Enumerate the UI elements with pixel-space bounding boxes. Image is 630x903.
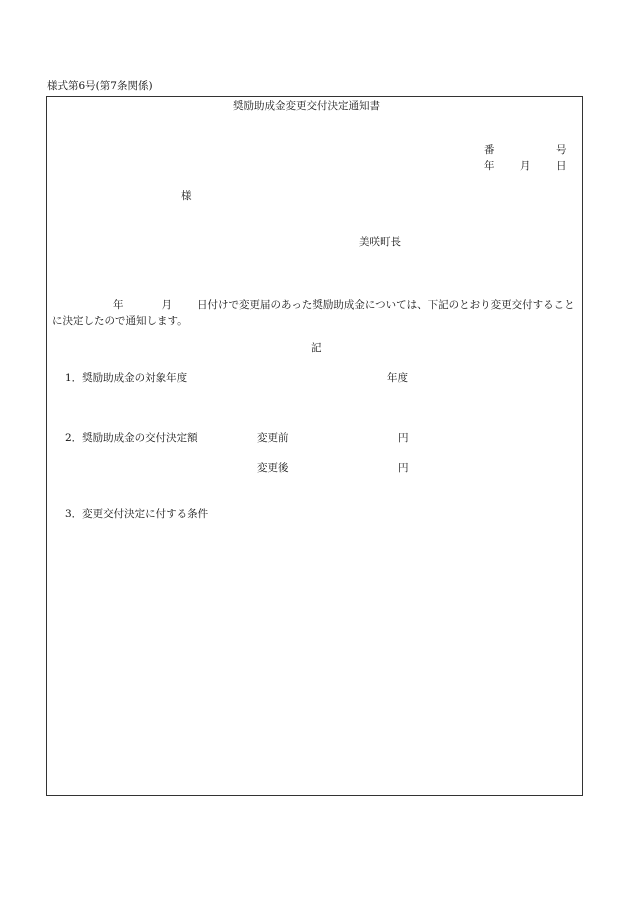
date-year-label: 年 [484, 160, 495, 172]
body-text: 日付けで変更届のあった奨励助成金については、下記のとおり変更交付することに決定したので通知します。 [52, 299, 575, 327]
item2-label: 2．奨励助成金の交付決定額 [65, 432, 198, 444]
date-month-label: 月 [520, 160, 531, 172]
recipient-honorific: 様 [181, 190, 192, 202]
number-label: 番 [484, 144, 495, 156]
item1-label: 1．奨励助成金の対象年度 [65, 372, 188, 384]
item1-year-unit: 年度 [387, 372, 408, 384]
before-change-label: 変更前 [257, 432, 289, 444]
notice-body-text [52, 297, 580, 329]
after-change-yen-unit: 円 [398, 462, 409, 474]
ki-heading: 記 [311, 342, 322, 354]
issuer-name: 美咲町長 [359, 236, 401, 248]
after-change-label: 変更後 [257, 462, 289, 474]
date-day-label: 日 [556, 160, 567, 172]
item3-label: 3．変更交付決定に付する条件 [65, 508, 209, 520]
body-month-label: 月 [161, 299, 172, 311]
form-number-label: 様式第6号(第7条関係) [47, 80, 153, 92]
number-suffix: 号 [556, 144, 567, 156]
document-title: 奨励助成金変更交付決定通知書 [233, 100, 380, 112]
before-change-yen-unit: 円 [398, 432, 409, 444]
notice-frame [46, 96, 583, 796]
body-year-label: 年 [113, 299, 124, 311]
